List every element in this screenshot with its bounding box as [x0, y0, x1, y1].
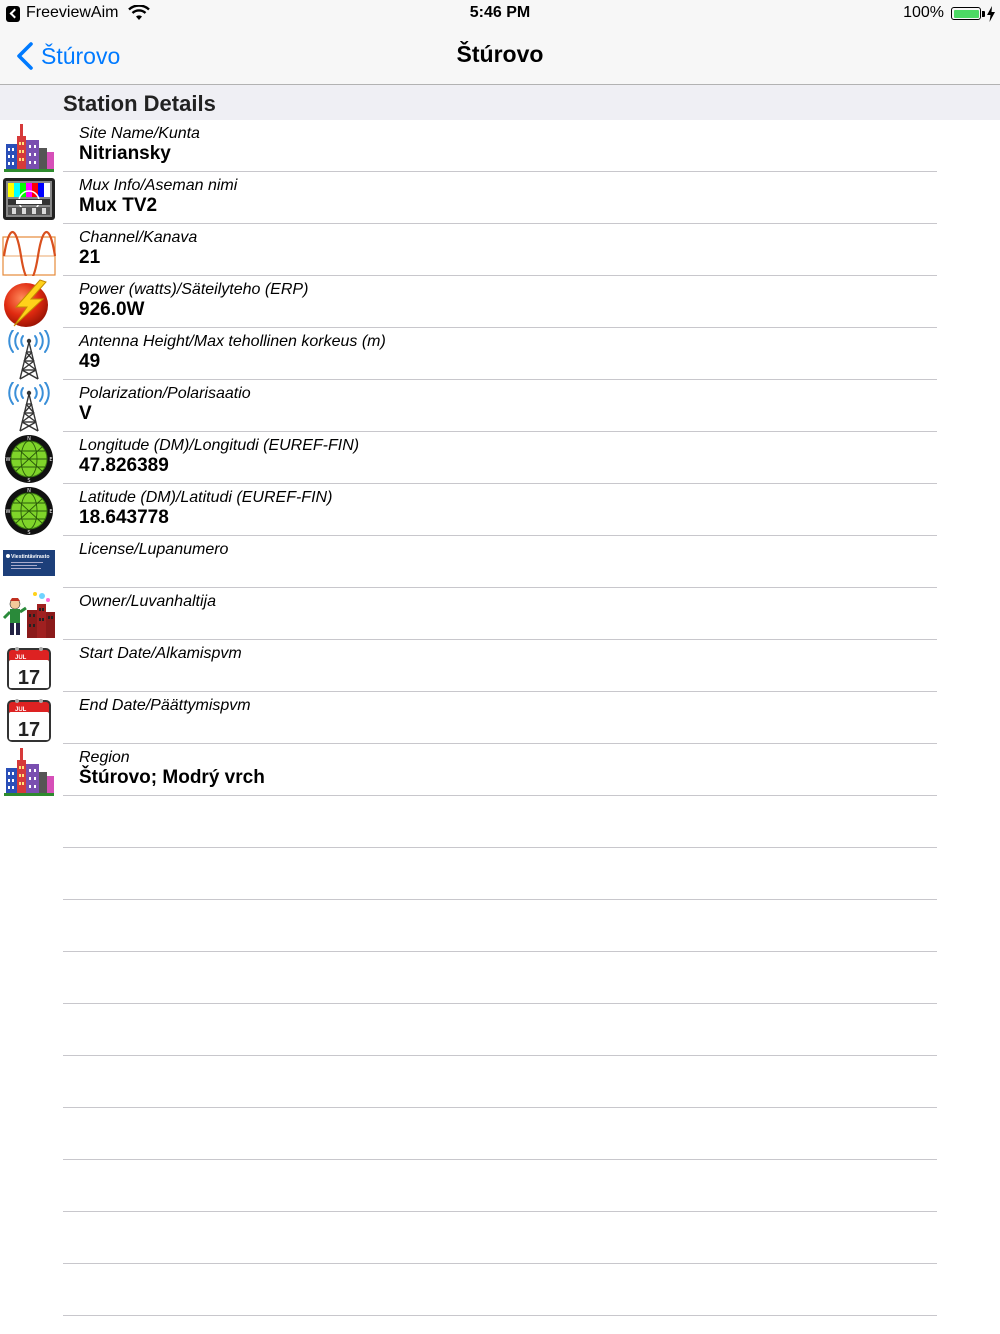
charging-bolt-icon	[986, 6, 996, 22]
nav-back-button[interactable]	[14, 38, 120, 74]
svg-text:N: N	[27, 436, 31, 442]
battery-percent: 100%	[903, 4, 944, 21]
svg-text:JUL: JUL	[15, 707, 27, 713]
empty-row	[0, 1004, 1000, 1056]
row-value: Štúrovo; Modrý vrch	[79, 767, 265, 788]
compass-globe-icon	[2, 486, 56, 536]
lightning-bolt-icon	[2, 278, 56, 328]
wifi-icon	[128, 5, 150, 21]
battery-icon	[951, 7, 981, 20]
empty-row	[0, 1056, 1000, 1108]
empty-row	[0, 1264, 1000, 1316]
svg-text:17: 17	[17, 667, 41, 689]
row-label: Channel/Kanava	[79, 229, 198, 246]
city-buildings-icon	[2, 122, 56, 172]
owner-person-icon	[2, 590, 56, 640]
row-separator	[63, 1315, 937, 1316]
antenna-tower-icon	[2, 382, 56, 432]
station-details-table	[0, 120, 1000, 1316]
row-label: Power (watts)/Säteilyteho (ERP)	[79, 281, 309, 298]
row-label: Polarization/Polarisaatio	[79, 385, 251, 402]
clock-time: 5:46 PM	[469, 4, 531, 21]
row-label: Mux Info/Aseman nimi	[79, 177, 238, 194]
table-row[interactable]	[0, 536, 1000, 588]
svg-text:E: E	[49, 509, 53, 515]
empty-row	[0, 952, 1000, 1004]
row-value: Mux TV2	[79, 195, 158, 216]
svg-text:W: W	[5, 509, 11, 515]
row-value: Nitriansky	[79, 143, 171, 164]
table-row[interactable]	[0, 588, 1000, 640]
empty-row	[0, 900, 1000, 952]
svg-text:S: S	[27, 530, 31, 536]
row-value: 18.643778	[79, 507, 169, 528]
section-title: Station Details	[63, 91, 216, 116]
svg-text:S: S	[27, 478, 31, 484]
table-row[interactable]	[0, 224, 1000, 276]
svg-text:E: E	[49, 457, 53, 463]
antenna-tower-icon	[2, 330, 56, 380]
back-to-app-label[interactable]: FreeviewAim	[26, 4, 119, 21]
svg-text:W: W	[5, 457, 11, 463]
chevron-left-icon	[14, 41, 36, 71]
battery-tip	[982, 11, 985, 17]
table-row[interactable]	[0, 744, 1000, 796]
table-row[interactable]	[0, 172, 1000, 224]
row-label: Latitude (DM)/Latitudi (EUREF-FIN)	[79, 489, 333, 506]
empty-row	[0, 796, 1000, 848]
table-row[interactable]	[0, 640, 1000, 692]
table-row[interactable]	[0, 120, 1000, 172]
tv-test-card-icon	[2, 174, 56, 224]
table-row[interactable]	[0, 276, 1000, 328]
table-row[interactable]	[0, 692, 1000, 744]
row-label: Start Date/Alkamispvm	[79, 645, 242, 662]
row-label: Antenna Height/Max tehollinen korkeus (m)	[79, 333, 386, 350]
row-label: Longitude (DM)/Longitudi (EUREF-FIN)	[79, 437, 360, 454]
row-value: 21	[79, 247, 101, 268]
sine-wave-icon	[2, 226, 56, 276]
table-row[interactable]	[0, 432, 1000, 484]
navigation-bar	[0, 28, 1000, 85]
status-bar	[0, 0, 1000, 28]
row-label: Region	[79, 749, 130, 766]
row-label: License/Lupanumero	[79, 541, 229, 558]
row-value: 47.826389	[79, 455, 169, 476]
svg-text:Viestintävirasto: Viestintävirasto	[11, 554, 50, 560]
row-value: 926.0W	[79, 299, 145, 320]
viestintavirasto-logo-icon	[2, 538, 56, 588]
svg-text:N: N	[27, 488, 31, 494]
row-value: 49	[79, 351, 101, 372]
compass-globe-icon	[2, 434, 56, 484]
section-header	[0, 85, 1000, 120]
nav-back-label[interactable]: Štúrovo	[41, 42, 121, 69]
row-label: Owner/Luvanhaltija	[79, 593, 216, 610]
row-label: Site Name/Kunta	[79, 125, 200, 142]
calendar-icon	[2, 694, 56, 744]
table-row[interactable]	[0, 380, 1000, 432]
empty-row	[0, 848, 1000, 900]
empty-row	[0, 1212, 1000, 1264]
city-buildings-icon	[2, 746, 56, 796]
row-label: End Date/Päättymispvm	[79, 697, 251, 714]
calendar-icon	[2, 642, 56, 692]
empty-row	[0, 1108, 1000, 1160]
table-row[interactable]	[0, 328, 1000, 380]
nav-title: Štúrovo	[456, 41, 544, 67]
row-value: V	[79, 403, 92, 424]
empty-row	[0, 1160, 1000, 1212]
back-to-app-icon[interactable]	[6, 6, 20, 22]
svg-text:JUL: JUL	[15, 655, 27, 661]
svg-text:17: 17	[17, 719, 41, 741]
table-row[interactable]	[0, 484, 1000, 536]
